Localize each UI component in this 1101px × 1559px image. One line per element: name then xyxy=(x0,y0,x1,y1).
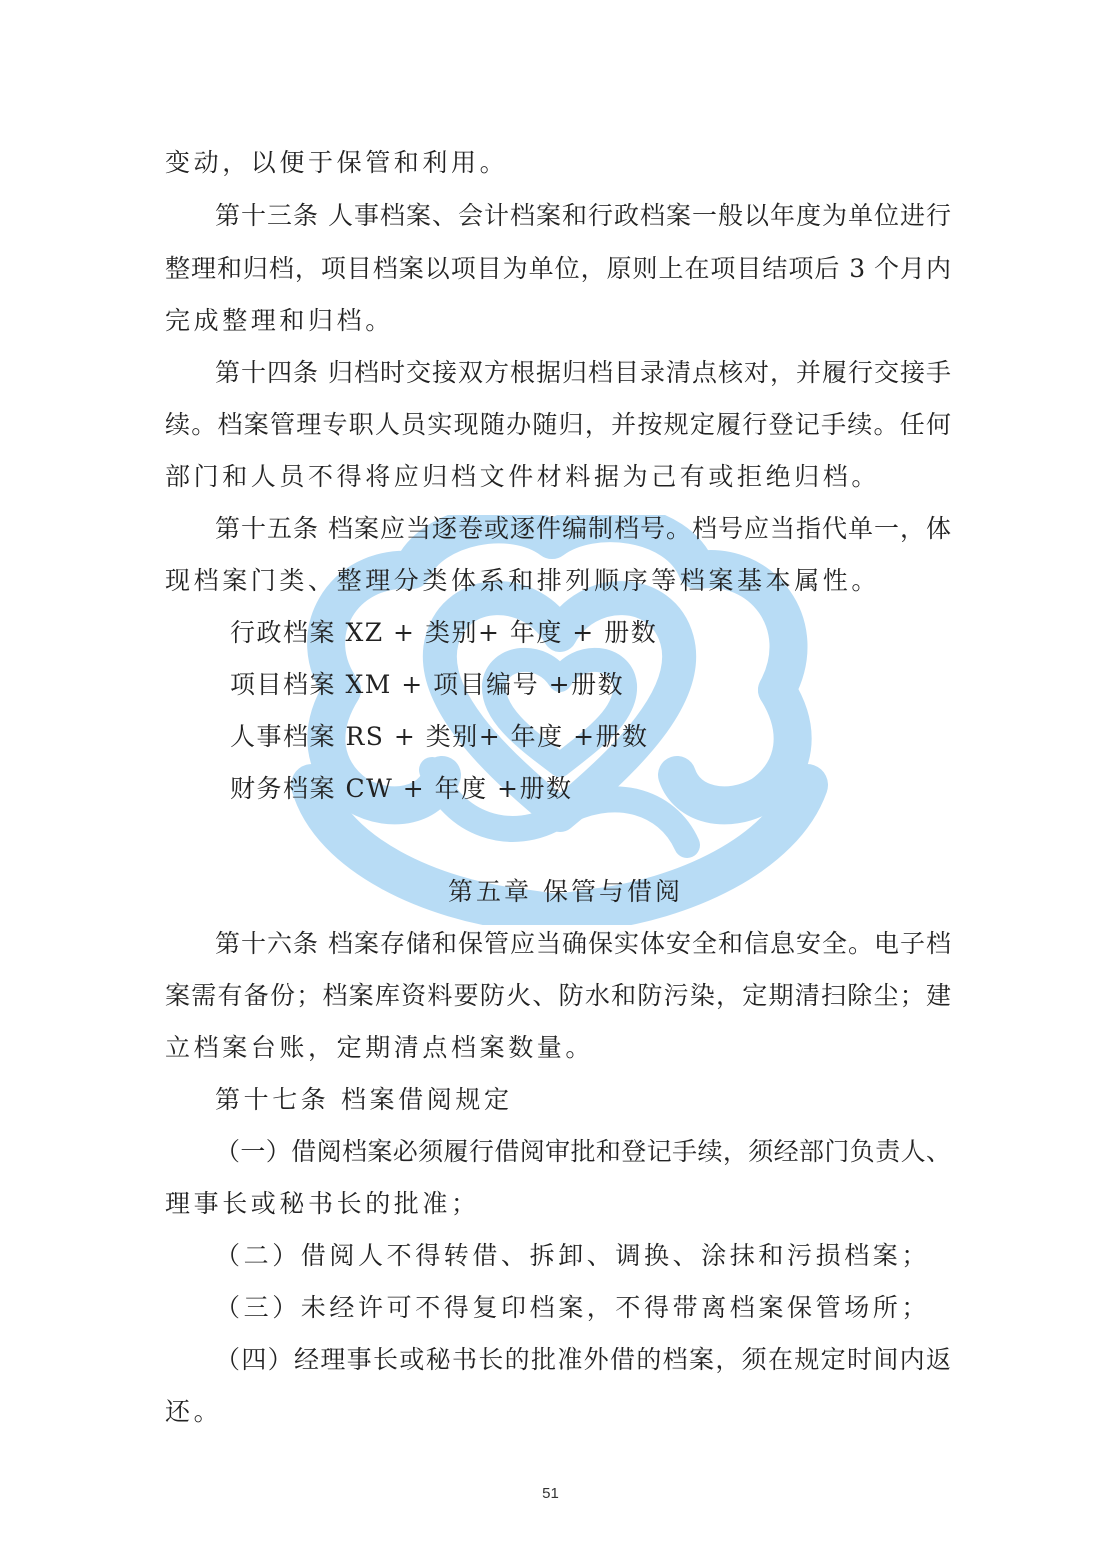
article-17-title: 第十七条 档案借阅规定 xyxy=(215,1085,513,1114)
article-15-line: 第十五条 档案应当逐卷或逐件编制档号。档号应当指代单一，体 xyxy=(215,514,951,543)
archive-code-rs: 人事档案 RS + 类别+ 年度 +册数 xyxy=(230,722,649,751)
article-17-item: 理事长或秘书长的批准； xyxy=(165,1189,480,1218)
article-17-item: （一）借阅档案必须履行借阅审批和登记手续，须经部门负责人、 xyxy=(215,1137,951,1166)
article-13-line: 整理和归档，项目档案以项目为单位，原则上在项目结项后 3 个月内 xyxy=(165,254,951,283)
article-14-line: 第十四条 归档时交接双方根据归档目录清点核对，并履行交接手 xyxy=(215,358,951,387)
archive-code-xm: 项目档案 XM + 项目编号 +册数 xyxy=(230,670,625,699)
article-15-line: 现档案门类、整理分类体系和排列顺序等档案基本属性。 xyxy=(165,566,881,595)
article-17-item: （四）经理事长或秘书长的批准外借的档案，须在规定时间内返 xyxy=(215,1345,951,1374)
article-17-item: 还。 xyxy=(165,1397,223,1426)
article-17-item: （三）未经许可不得复印档案，不得带离档案保管场所； xyxy=(215,1293,931,1322)
article-13-line: 完成整理和归档。 xyxy=(165,306,394,335)
archive-code-cw: 财务档案 CW + 年度 +册数 xyxy=(230,774,573,803)
article-14-line: 续。档案管理专职人员实现随办随归，并按规定履行登记手续。任何 xyxy=(165,410,951,439)
page-number: 51 xyxy=(542,1485,559,1502)
article-16-line: 案需有备份；档案库资料要防火、防水和防污染，定期清扫除尘；建 xyxy=(165,981,951,1010)
article-14-line: 部门和人员不得将应归档文件材料据为己有或拒绝归档。 xyxy=(165,462,881,491)
article-17-item: （二）借阅人不得转借、拆卸、调换、涂抹和污损档案； xyxy=(215,1241,931,1270)
chapter-heading: 第五章 保管与借阅 xyxy=(448,877,683,906)
archive-code-xz: 行政档案 XZ + 类别+ 年度 + 册数 xyxy=(230,618,658,647)
article-16-line: 立档案台账，定期清点档案数量。 xyxy=(165,1033,595,1062)
article-13-line: 第十三条 人事档案、会计档案和行政档案一般以年度为单位进行 xyxy=(215,201,951,230)
paragraph-line: 变动，以便于保管和利用。 xyxy=(165,148,509,177)
article-16-line: 第十六条 档案存储和保管应当确保实体安全和信息安全。电子档 xyxy=(215,929,951,958)
